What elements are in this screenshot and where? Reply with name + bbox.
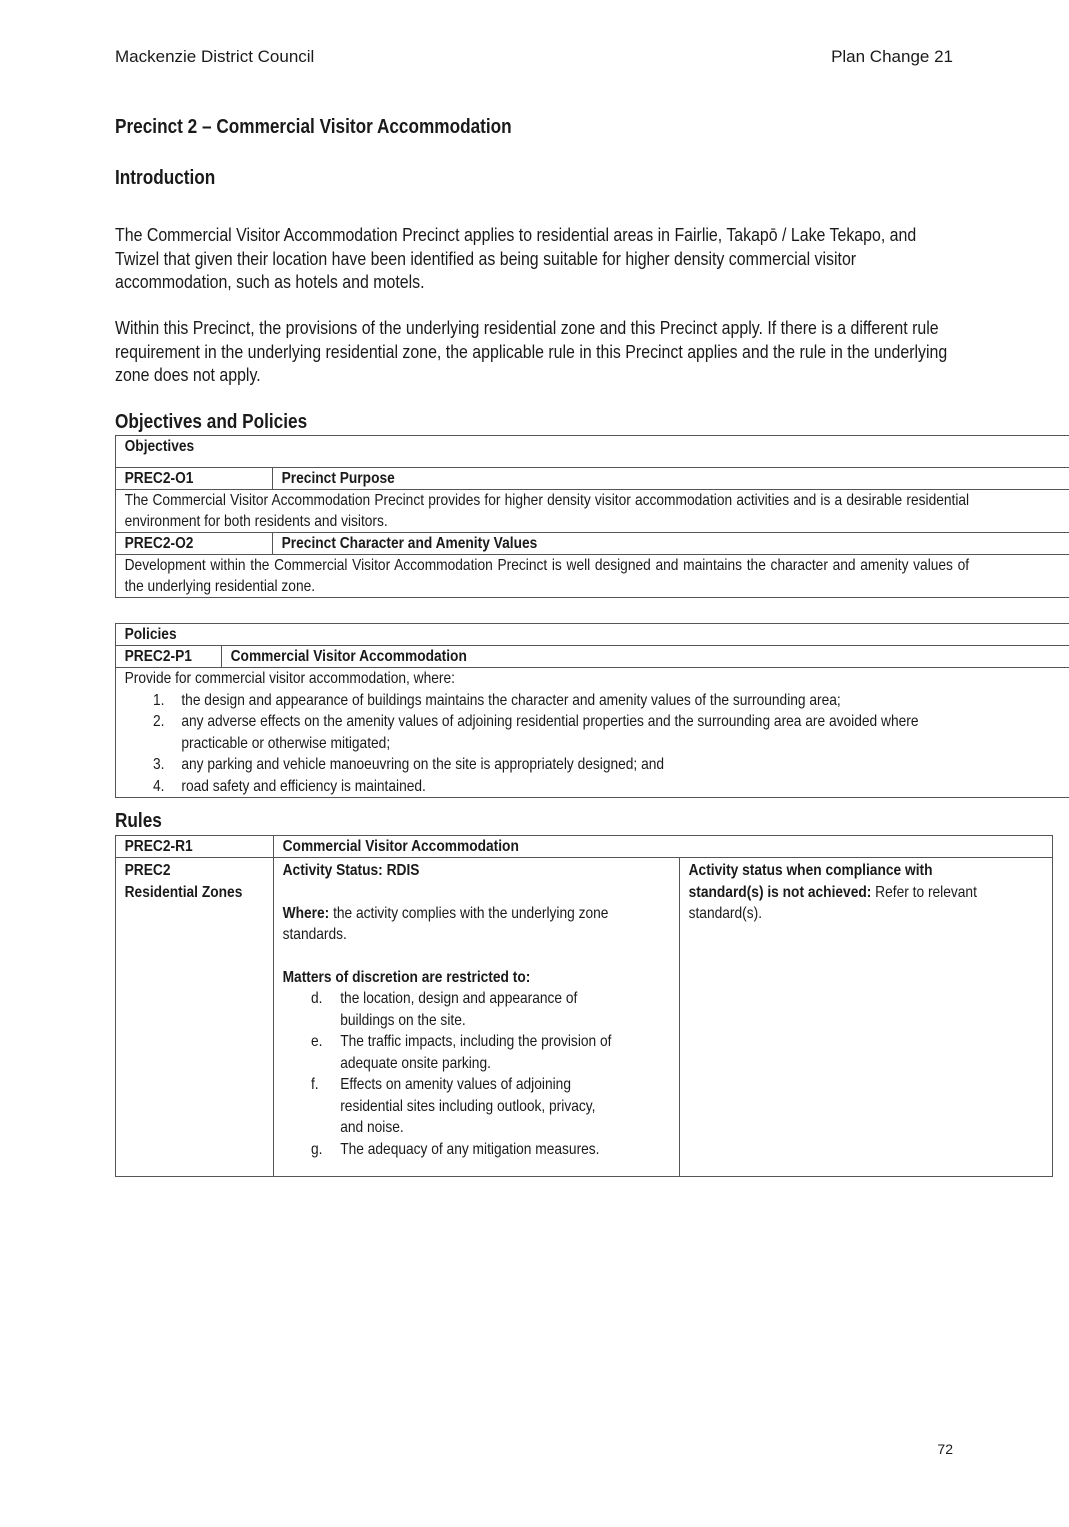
list-item: d. the location, design and appearance of buildings on the site. [310, 990, 578, 1029]
rules-heading: Rules [115, 810, 162, 832]
rule-title: Commercial Visitor Accommodation [282, 838, 519, 855]
objectives-header: Objectives [124, 438, 195, 455]
matters-list [283, 988, 614, 1160]
list-item: 2. any adverse effects on the amenity values of adjoining residential properties and the surrounding area are avoided where practicable or otherwise mitigated; [152, 713, 919, 752]
policy-code: PREC2-P1 [124, 648, 192, 665]
objectives-table [115, 435, 1069, 598]
header-plan-change: Plan Change 21 [831, 47, 953, 66]
rule-code: PREC2-R1 [124, 838, 193, 855]
objective-text: Development within the Commercial Visitor Accommodation Precinct is well designed and maintains the character and amenity values of the underlying residential zone. [124, 557, 970, 595]
policies-header: Policies [124, 626, 177, 643]
rule-noncompliance: Activity status when compliance with standard(s) is not achieved: Refer to relevant standard(s). [688, 862, 977, 922]
page-title: Precinct 2 – Commercial Visitor Accommodation [115, 116, 512, 138]
rule-zone-code: PREC2 [124, 862, 171, 879]
page-number: 72 [937, 1441, 953, 1457]
list-item: f. Effects on amenity values of adjoining residential sites including outlook, privacy, and noise. [310, 1076, 596, 1136]
policies-table [115, 623, 1069, 798]
list-item: g. The adequacy of any mitigation measures. [310, 1140, 600, 1158]
objective-text: The Commercial Visitor Accommodation Precinct provides for higher density visitor accommodation activities and is a desirable residential environment for both residents and visitors. [124, 492, 970, 530]
list-item: 3. any parking and vehicle manoeuvring on the site is appropriately designed; and [152, 756, 665, 773]
list-item: 4. road safety and efficiency is maintained. [152, 777, 426, 795]
policy-list [125, 690, 970, 798]
objective-title: Precinct Character and Amenity Values [281, 535, 538, 552]
list-item: e. The traffic impacts, including the provision of adequate onsite parking. [310, 1033, 612, 1072]
rule-where: Where: the activity complies with the underlying zone standards. [282, 904, 609, 943]
policy-title: Commercial Visitor Accommodation [230, 648, 467, 665]
rules-table [115, 835, 1053, 1177]
introduction-heading: Introduction [115, 167, 216, 189]
rule-zone-name: Residential Zones [124, 883, 243, 901]
list-item: 1. the design and appearance of buildings maintains the character and amenity values of the surrounding area; [152, 691, 841, 709]
rule-matters-label: Matters of discretion are restricted to: [282, 968, 531, 986]
objective-code: PREC2-O2 [124, 535, 194, 552]
objective-code: PREC2-O1 [124, 470, 194, 487]
rule-activity-status: Activity Status: RDIS [282, 862, 420, 879]
policy-intro: Provide for commercial visitor accommodation, where: [124, 670, 455, 687]
introduction-paragraph-1: The Commercial Visitor Accommodation Precinct applies to residential areas in Fairlie, Takapō / Lake Tekapo, and Twizel that given their location have been identified as being suitable for higher density commercial visitor accommodation, such as hotels and motels. [115, 224, 917, 292]
header-council-name: Mackenzie District Council [115, 47, 315, 66]
objectives-policies-heading: Objectives and Policies [115, 411, 308, 433]
objective-title: Precinct Purpose [281, 470, 395, 487]
introduction-paragraph-2: Within this Precinct, the provisions of the underlying residential zone and this Precinct apply. If there is a different rule requirement in the underlying residential zone, the applicable rule in this Precinct applies and the rule in the underlying zone does not apply. [115, 317, 948, 385]
